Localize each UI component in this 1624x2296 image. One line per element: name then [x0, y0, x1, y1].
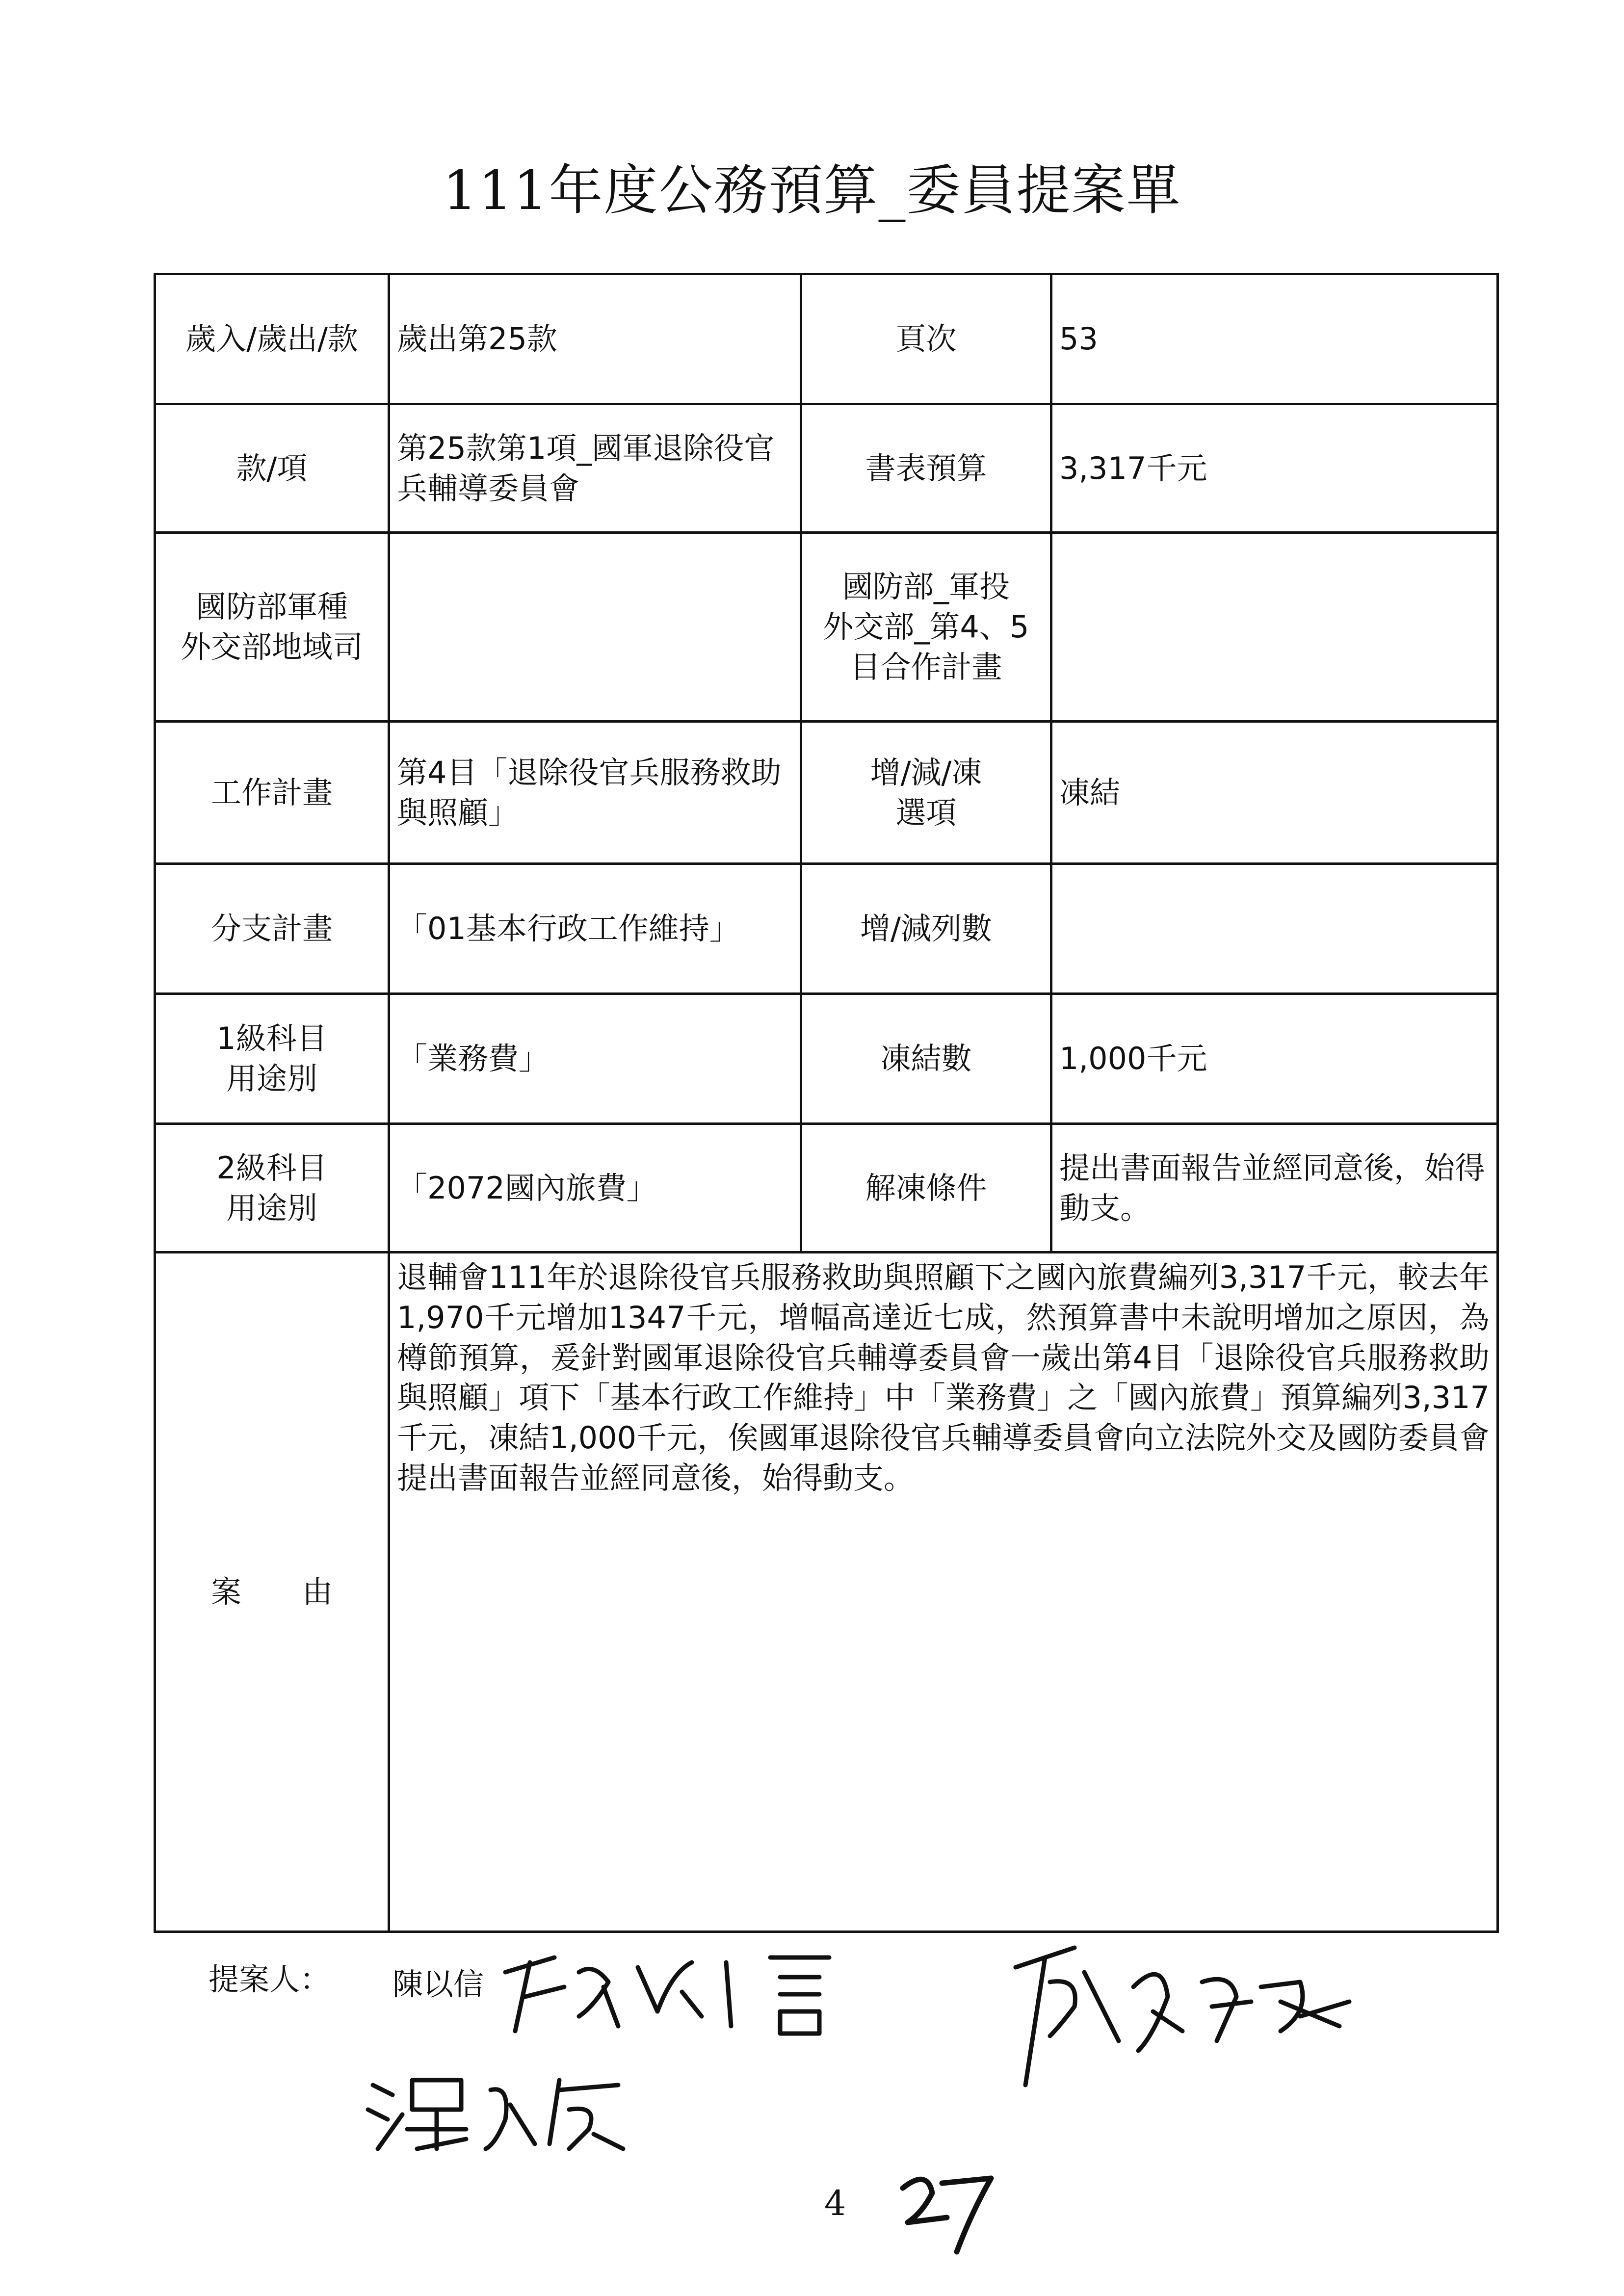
field-label: 1級科目 用途別 — [155, 994, 389, 1124]
table-row — [155, 722, 1498, 864]
table-row — [155, 533, 1498, 722]
field-value — [1051, 864, 1498, 994]
table-row — [155, 994, 1498, 1124]
reason-text: 退輔會111年於退除役官兵服務救助與照顧下之國內旅費編列3,317千元，較去年1,970千元增加1347千元，增幅高達近七成，然預算書中未說明增加之原因，為樽節預算，爰針對國軍退除役官兵輔導委員會一歲出第4目「退除役官兵服務救助與照顧」項下「基本行政工作維持」中「業務費」之「國內旅費」預算編列3,317千元，凍結1,000千元，俟國軍退除役官兵輔導委員會向立法院外交及國防委員會提出書面報告並經同意後，始得動支。 — [397, 1259, 1490, 1496]
field-label: 書表預算 — [801, 404, 1051, 533]
field-label: 工作計畫 — [155, 722, 389, 864]
field-label: 2級科目 用途別 — [155, 1124, 389, 1252]
signature-1 — [496, 1943, 868, 2041]
field-value: 第4目「退除役官兵服務救助與照顧」 — [389, 722, 801, 864]
proposer-name: 陳以信 — [393, 1966, 484, 2002]
signature-2 — [1006, 1928, 1359, 2105]
field-value: 1,000千元 — [1051, 994, 1498, 1124]
field-label: 款/項 — [155, 404, 389, 533]
document-title: 111年度公務預算_委員提案單 — [443, 159, 1181, 222]
field-value: 第25款第1項_國軍退除役官兵輔導委員會 — [389, 404, 801, 533]
field-value: 53 — [1051, 274, 1498, 404]
reason-label: 案 由 — [155, 1252, 389, 1932]
field-label: 增/減列數 — [801, 864, 1051, 994]
field-label: 國防部軍種 外交部地域司 — [155, 533, 389, 722]
reason-cell — [389, 1252, 1498, 1932]
handwritten-page-mark — [893, 2159, 1001, 2257]
field-value: 「01基本行政工作維持」 — [389, 864, 801, 994]
proposal-form-table — [154, 273, 1499, 1933]
field-value — [1051, 533, 1498, 722]
page-number: 4 — [824, 2183, 846, 2223]
field-label: 解凍條件 — [801, 1124, 1051, 1252]
proposer-label: 提案人： — [209, 1961, 331, 1997]
table-row — [155, 274, 1498, 404]
field-label: 歲入/歲出/款 — [155, 274, 389, 404]
field-value — [389, 533, 801, 722]
field-label: 頁次 — [801, 274, 1051, 404]
table-row — [155, 404, 1498, 533]
field-value: 凍結 — [1051, 722, 1498, 864]
field-value: 「業務費」 — [389, 994, 801, 1124]
field-label: 凍結數 — [801, 994, 1051, 1124]
field-label: 國防部_軍投 外交部_第4、5 目合作計畫 — [801, 533, 1051, 722]
signature-3 — [363, 2061, 638, 2159]
table-row — [155, 1252, 1498, 1932]
table-row — [155, 1124, 1498, 1252]
field-label: 增/減/凍 選項 — [801, 722, 1051, 864]
field-value: 3,317千元 — [1051, 404, 1498, 533]
field-label: 分支計畫 — [155, 864, 389, 994]
field-value: 「2072國內旅費」 — [389, 1124, 801, 1252]
field-value: 歲出第25款 — [389, 274, 801, 404]
field-value: 提出書面報告並經同意後，始得動支。 — [1051, 1124, 1498, 1252]
table-row — [155, 864, 1498, 994]
